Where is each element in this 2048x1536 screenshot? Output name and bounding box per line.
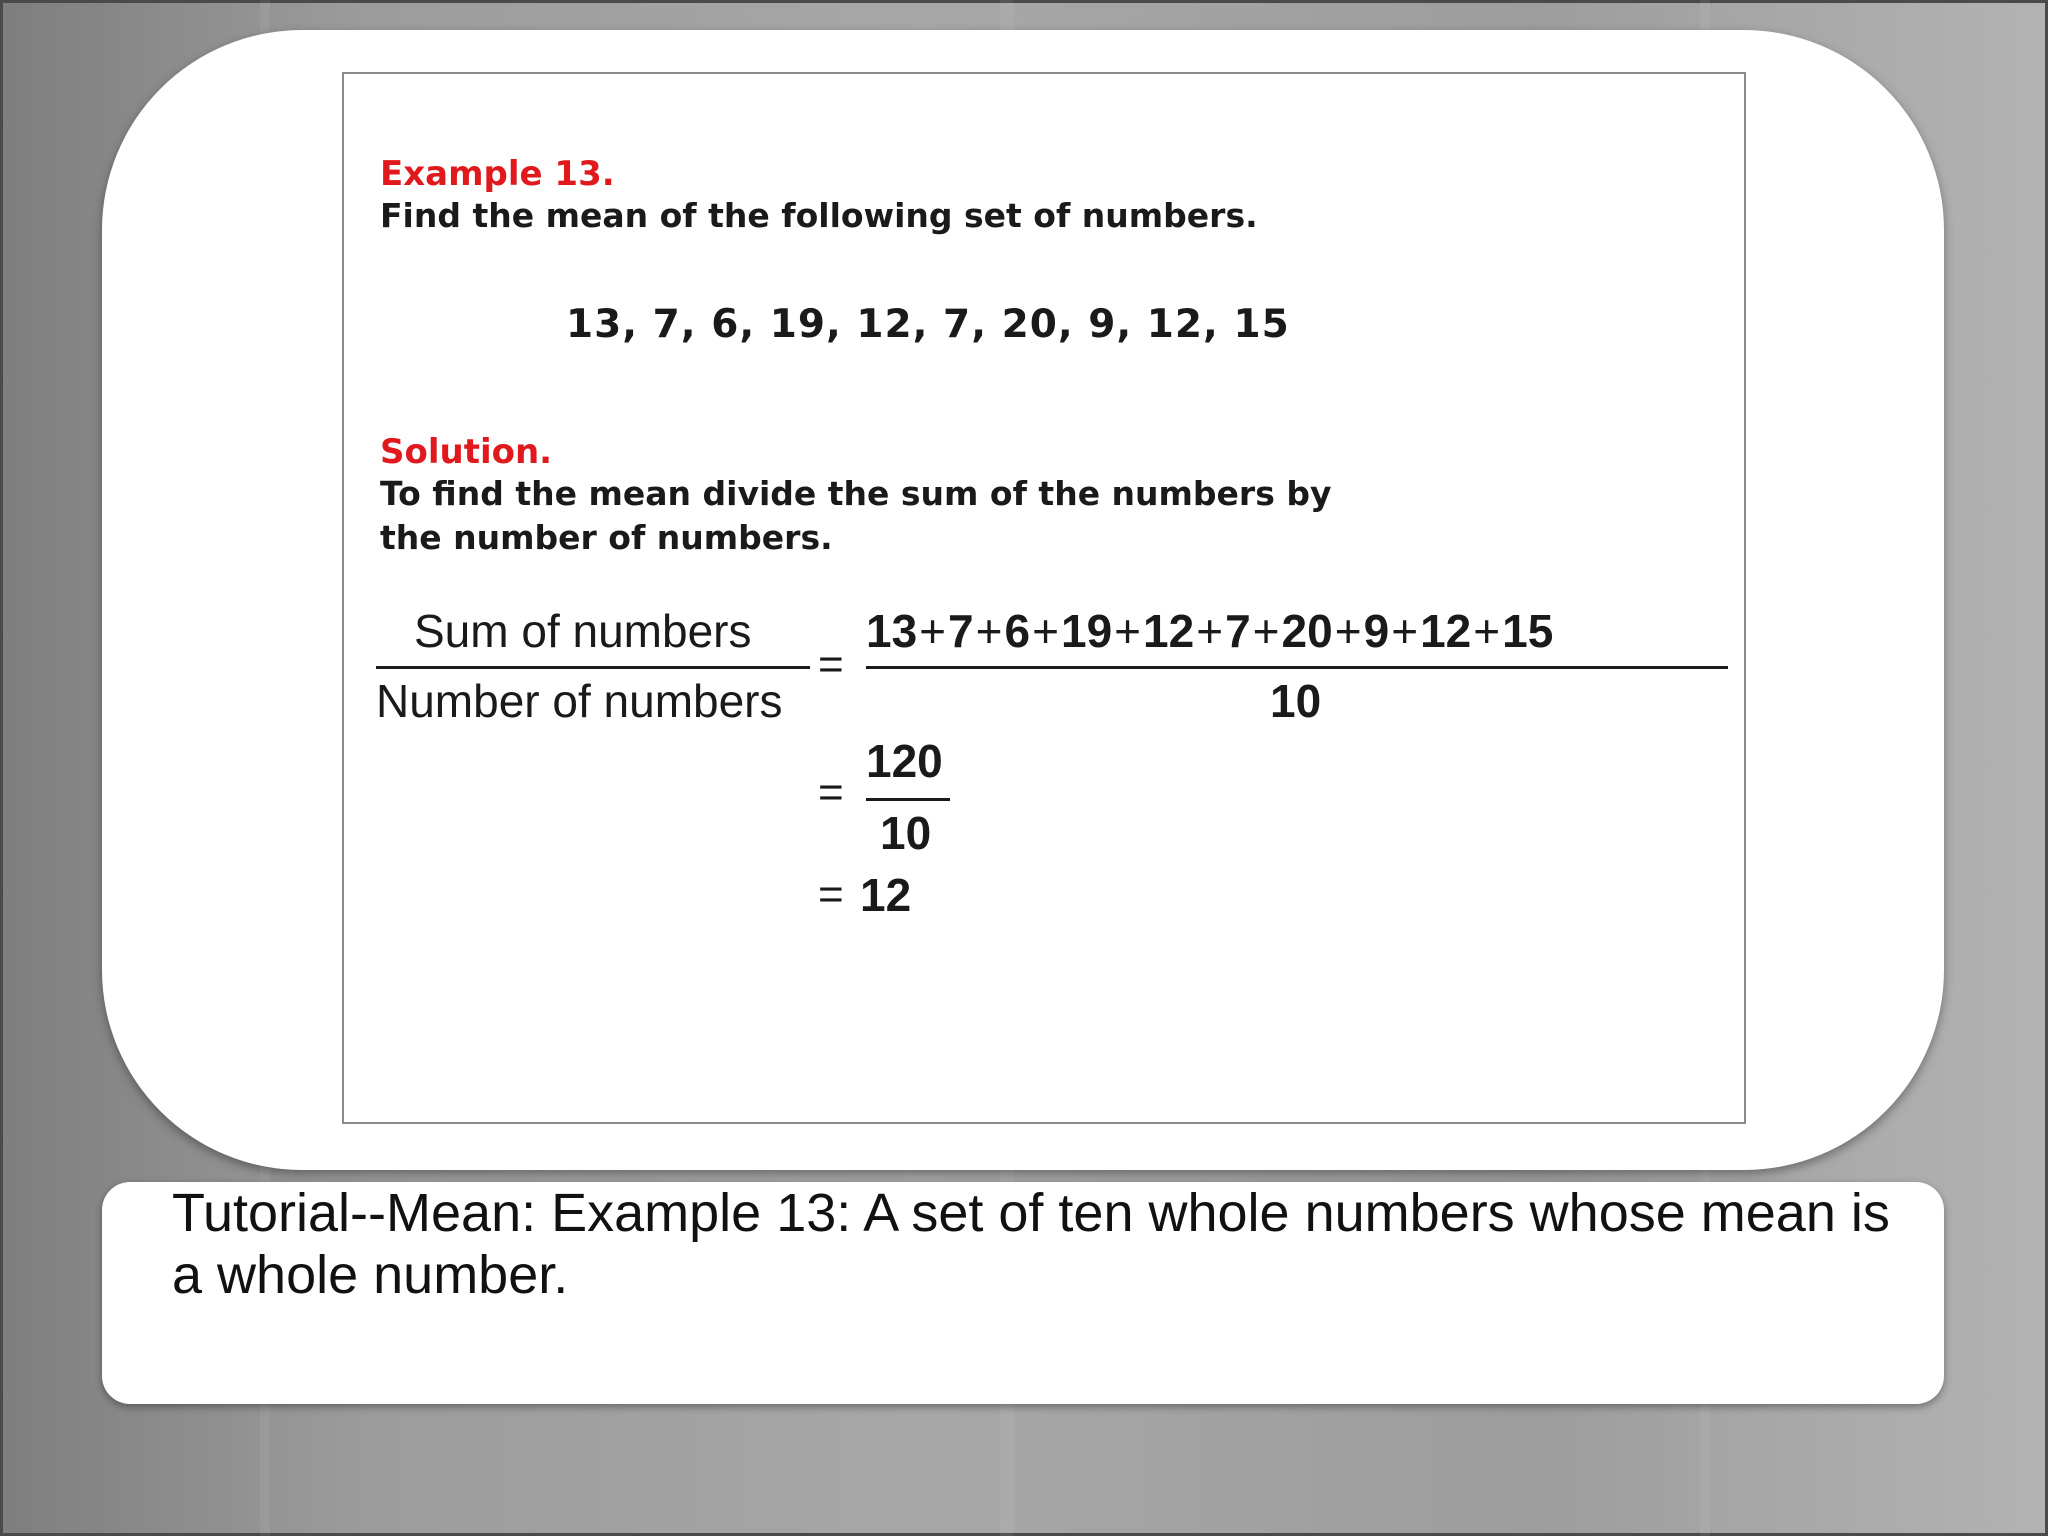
plus-operator: + [1114,605,1142,657]
equals-sign-2: = [818,768,844,817]
plus-operator: + [1252,605,1280,657]
sum-term: 12 [1143,605,1195,657]
plus-operator: + [1391,605,1419,657]
problem-statement: Find the mean of the following set of numbers. [380,196,1258,235]
plus-operator: + [1473,605,1501,657]
solution-title: Solution. [380,432,553,472]
sum-term: 19 [1060,605,1113,657]
example-title: Example 13. [380,154,615,194]
plus-operator: + [919,605,947,657]
sum-term: 12 [1420,605,1472,657]
total-numerator: 120 [866,735,943,787]
sum-term: 20 [1281,605,1333,657]
equals-sign-1: = [818,640,844,689]
sum-term: 9 [1363,605,1390,657]
number-set: 13, 7, 6, 19, 12, 7, 20, 9, 12, 15 [566,302,1290,347]
sum-term: 7 [1225,605,1251,657]
count-denominator: 10 [1270,675,1322,727]
sum-term: 6 [1004,605,1031,657]
caption-text: Tutorial--Mean: Example 13: A set of ten whole numbers whose mean is a whole number. [172,1183,1890,1305]
plus-operator: + [1032,605,1059,657]
solution-text-line-1: To find the mean divide the sum of the numbers by [380,474,1332,513]
sum-fraction-bar [866,666,1728,669]
total-fraction-bar [866,798,950,801]
equals-sign-3: = [818,870,844,919]
sum-numerator [866,604,1553,658]
plus-operator: + [1334,605,1362,657]
lhs-fraction-bar [376,666,810,669]
plus-operator: + [1196,605,1224,657]
plus-operator: + [975,605,1003,657]
result-value: 12 [860,869,912,921]
sum-term: 15 [1502,605,1554,657]
sum-term: 7 [948,605,974,657]
lhs-denominator: Number of numbers [376,675,783,727]
lhs-numerator: Sum of numbers [414,605,752,657]
solution-text-line-2: the number of numbers. [380,518,833,557]
caption-panel [102,1182,1944,1404]
sum-term: 13 [866,605,918,657]
slide-content [342,72,1746,1124]
total-denominator: 10 [880,807,932,859]
